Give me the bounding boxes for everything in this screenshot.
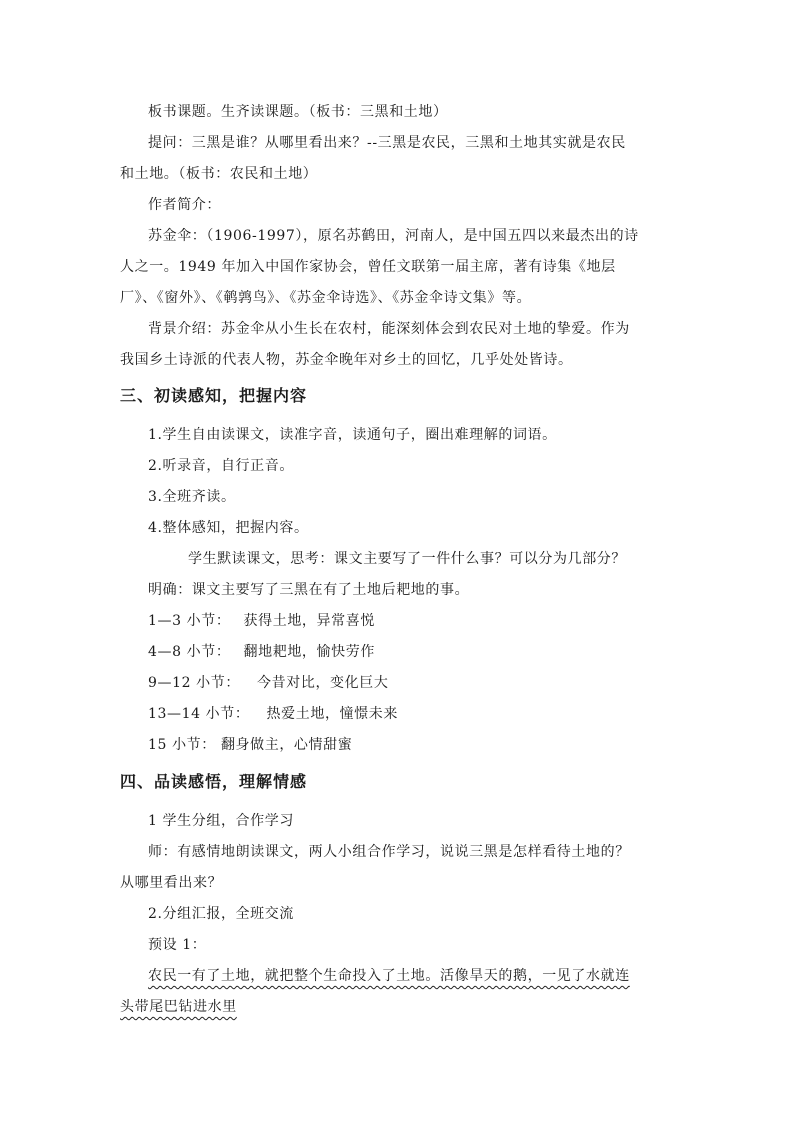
- section3-think-prompt: 学生默读课文，思考：课文主要写了一件什么事？可以分为几部分？: [188, 551, 626, 567]
- part-range: 4—8 小节：: [148, 644, 231, 660]
- part-range: 9—12 小节：: [148, 675, 240, 691]
- part-range: 1—3 小节：: [148, 613, 231, 629]
- section4-item-1: 1 学生分组，合作学习: [148, 813, 294, 829]
- paragraph-question-line1: 提问：三黑是谁？从哪里看出来？--三黑是农民，三黑和土地其实就是农民: [148, 135, 626, 151]
- section4-item-2: 2.分组汇报，全班交流: [148, 906, 294, 922]
- section3-item-2: 2.听录音，自行正音。: [148, 458, 294, 474]
- background-line2: 我国乡土诗派的代表人物，苏金伞晚年对乡土的回忆，几乎处处皆诗。: [120, 352, 573, 368]
- part-row: [148, 705, 398, 723]
- section3-item-1: 1.学生自由读课文，读准字音，读通句子，圈出难理解的词语。: [148, 427, 557, 443]
- part-desc: 翻身做主，心情甜蜜: [220, 737, 353, 753]
- section4-heading: 四、品读感悟，理解情感: [120, 772, 308, 791]
- teacher-prompt-line1: 师：有感情地朗读课文，两人小组合作学习，说说三黑是怎样看待土地的？: [148, 844, 630, 860]
- part-row: [148, 643, 375, 661]
- part-desc: 翻地耙地，愉快劳作: [243, 644, 375, 660]
- section3-item-4: 4.整体感知，把握内容。: [148, 520, 309, 536]
- background-line1: 背景介绍：苏金伞从小生长在农村，能深刻体会到农民对土地的挚爱。作为: [148, 321, 630, 337]
- author-intro-label: 作者简介：: [148, 197, 221, 213]
- part-row: [148, 736, 352, 754]
- part-range: 13—14 小节：: [148, 706, 250, 722]
- part-row: [148, 612, 375, 630]
- paragraph-board-title: 板书课题。生齐读课题。（板书：三黑和土地）: [148, 104, 448, 120]
- paragraph-question-line2: 和土地。（板书：农民和土地）: [120, 166, 318, 182]
- author-bio-line2: 人之一。1949 年加入中国作家协会，曾任文联第一届主席，著有诗集《地层: [120, 259, 616, 275]
- quote-line2: [120, 998, 237, 1016]
- part-desc: 今昔对比，变化巨大: [257, 675, 389, 691]
- preset-label: 预设 1：: [148, 937, 207, 953]
- section3-answer: 明确：课文主要写了三黑在有了土地后耙地的事。: [148, 582, 470, 598]
- section3-heading: 三、初读感知，把握内容: [120, 386, 308, 405]
- part-row: [148, 674, 388, 692]
- quote-text: 头带尾巴钻进水里: [120, 999, 237, 1015]
- part-desc: 获得土地，异常喜悦: [243, 613, 375, 629]
- author-bio-line1: 苏金伞：（1906-1997），原名苏鹤田，河南人，是中国五四以来最杰出的诗: [148, 228, 639, 244]
- part-desc: 热爱土地，憧憬未来: [266, 706, 398, 722]
- part-range: 15 小节：: [148, 737, 216, 753]
- quote-text: 农民一有了土地，就把整个生命投入了土地。活像旱天的鹅，一见了水就连: [148, 968, 630, 984]
- section3-item-3: 3.全班齐读。: [148, 489, 236, 505]
- teacher-prompt-line2: 从哪里看出来？: [120, 875, 223, 891]
- author-bio-line3: 厂》、《窗外》、《鹌鹑鸟》、《苏金伞诗选》、《苏金伞诗文集》等。: [120, 290, 532, 306]
- quote-line1: [148, 967, 630, 985]
